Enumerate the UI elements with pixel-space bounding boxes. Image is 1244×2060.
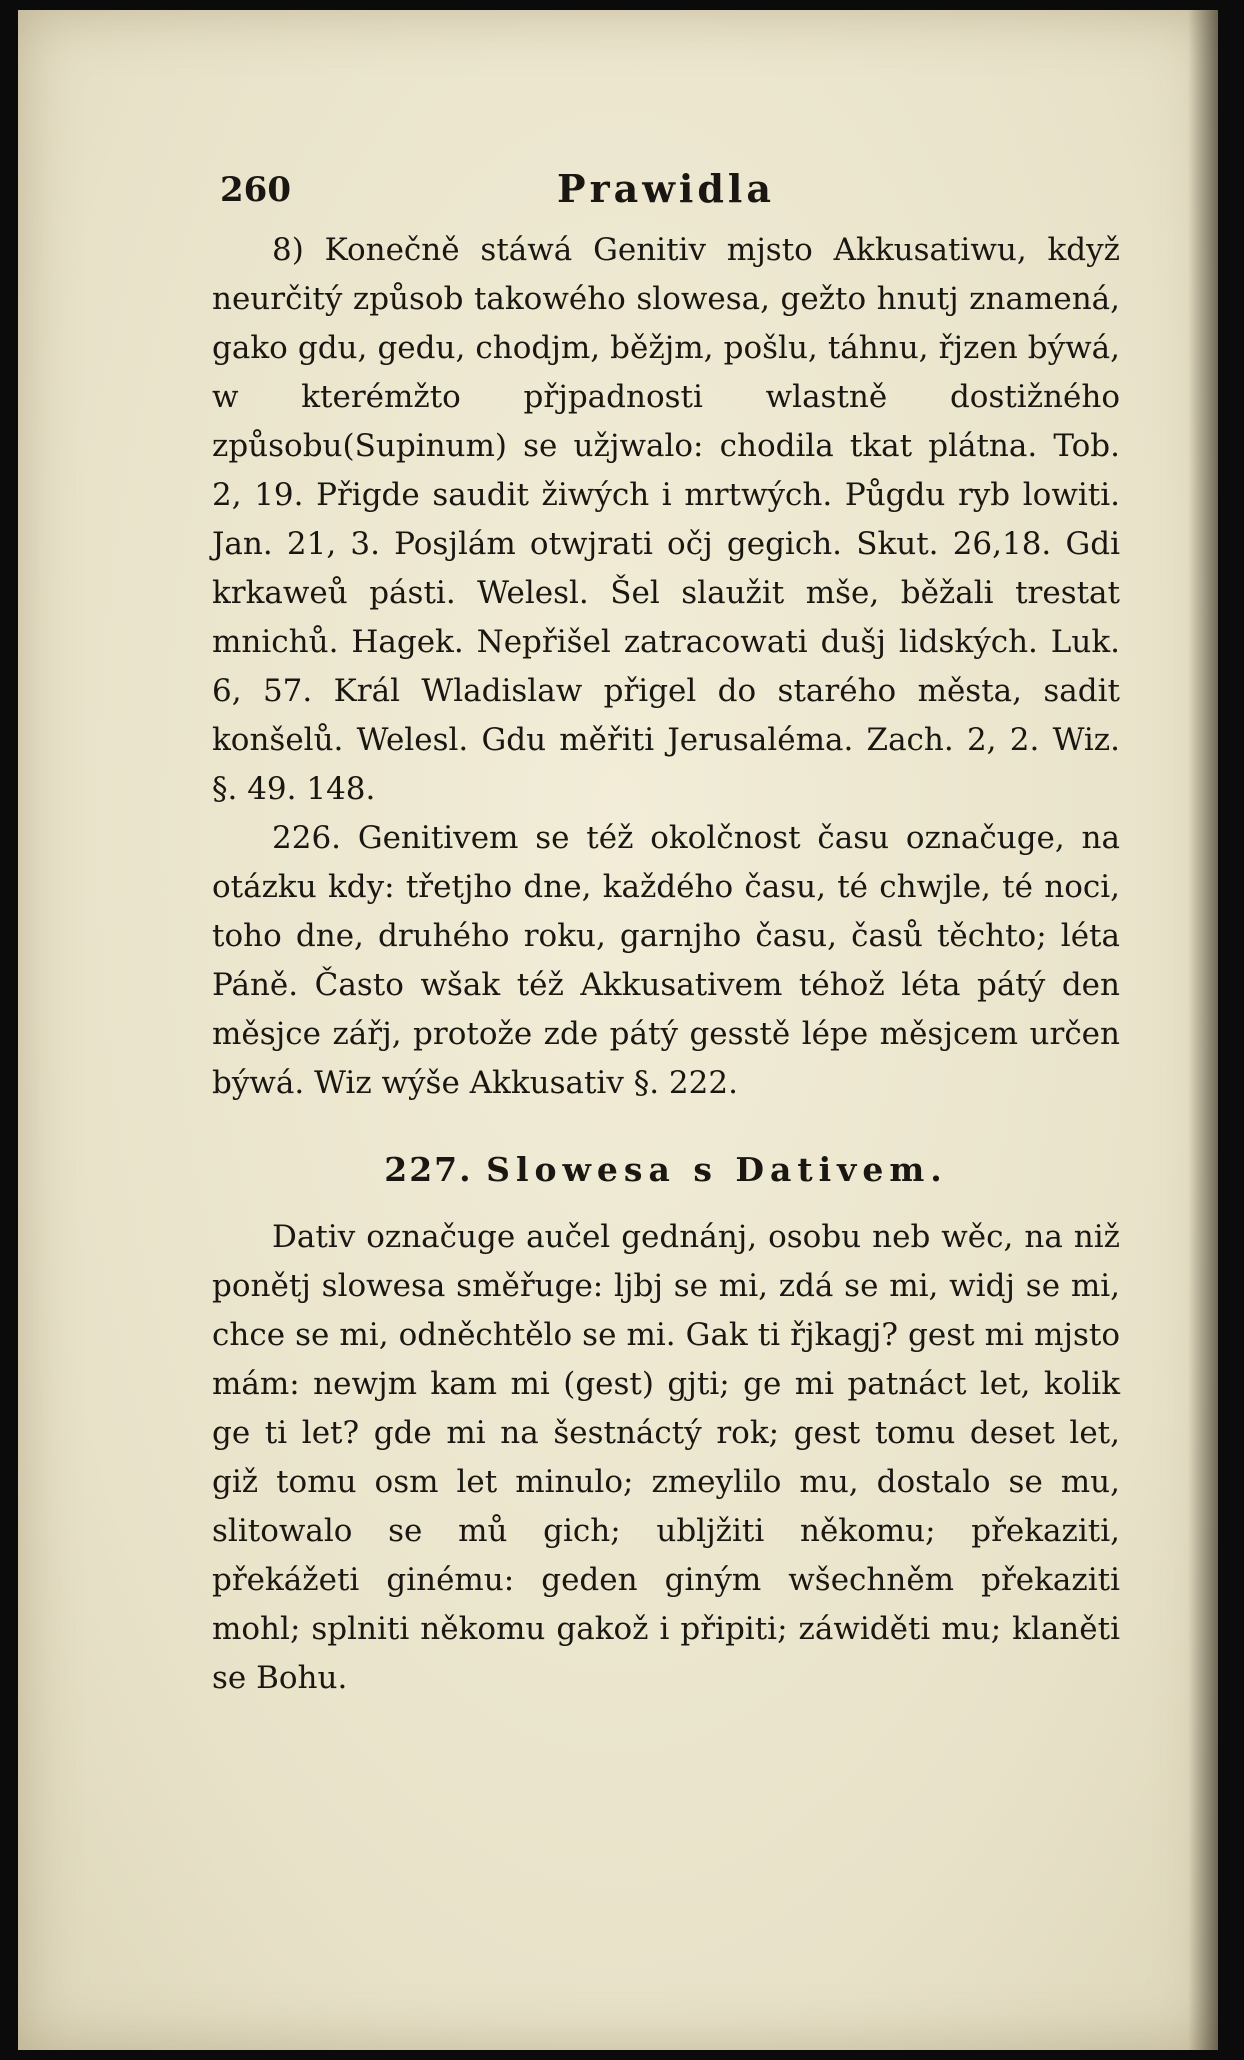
running-head: Prawidla [557,166,775,211]
paragraph-8: 8) Konečně stáwá Genitiv mjsto Akkusatiwu, když neurčitý způsob takowého slowesa, gežto hnutj znamená, gako gdu, gedu, chodjm, běžjm, pošlu, táhnu, řjzen býwá, w kterémžto přjpadnosti wlastně dostižného způsobu(Supinum) se užjwalo: chodila tkat plátna. Tob. 2, 19. Přigde saudit žiwých i mrtwých. Půgdu ryb lowiti. Jan. 21, 3. Posjlám otwjrati očj gegich. Skut. 26,18. Gdi krkaweů pásti. Welesl. Šel slaužit mše, běžali trestat mnichů. Hagek. Nepřišel zatracowati dušj lidských. Luk. 6, 57. Král Wladislaw přigel do starého města, sadit konšelů. Welesl. Gdu měřiti Jerusaléma. Zach. 2, 2. Wiz. §. 49. 148. [212,232,1120,807]
page-edge-shadow [1188,10,1218,2050]
section-heading [212,1150,1120,1189]
section-number: 227. [384,1150,473,1189]
paragraph-dativ: Dativ označuge aučel gednánj, osobu neb wěc, na niž ponětj slowesa směřuge: ljbj se mi, zdá se mi, widj se mi, chce se mi, odněchtělo se mi. Gak ti řjkagj? gest mi mjsto mám: newjm kam mi (gest) gjti; ge mi patnáct let, kolik ge ti let? gde mi na šestnáctý rok; gest tomu deset let, giž tomu osm let minulo; zmeylilo mu, dostalo se mu, slitowalo se mů gich; ubljžiti někomu; překaziti, překážeti ginému: geden giným wšechněm překaziti mohl; splniti někomu gakož i připiti; záwiděti mu; klaněti se Bohu. [212,1219,1120,1696]
page-content [212,160,1120,1703]
section-title: Slowesa s Dativem. [486,1150,948,1189]
paragraph-226: 226. Genitivem se též okolčnost času označuge, na otázku kdy: třetjho dne, každého času, té chwjle, té noci, toho dne, druhého roku, garnjho času, časů těchto; léta Páně. Často wšak též Akkusativem téhož léta pátý den měsjce zářj, protože zde pátý gesstě lépe měsjcem určen býwá. Wiz wýše Akkusativ §. 222. [212,820,1120,1101]
page-header [212,160,1120,220]
page-number: 260 [220,170,291,210]
book-page [18,10,1218,2050]
